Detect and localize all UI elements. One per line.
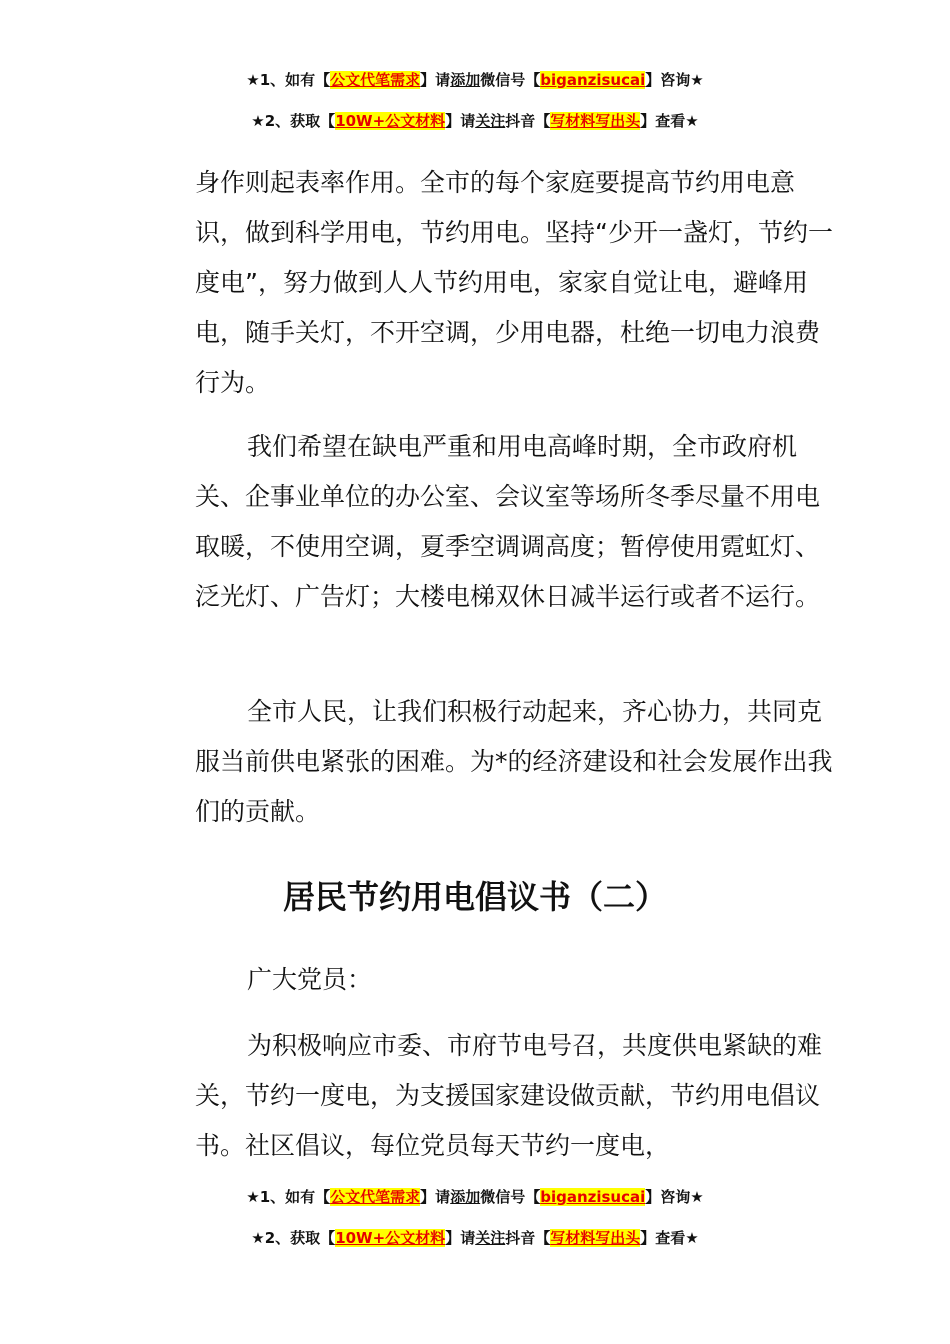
banner-text: ★1、如有【 bbox=[246, 1188, 331, 1206]
banner-highlight: 公文代笔需求 bbox=[330, 71, 421, 89]
bottom-banner-line-1 bbox=[0, 1187, 950, 1207]
banner-text: 】请 bbox=[420, 71, 451, 89]
banner-text: 微信号【 bbox=[480, 71, 541, 89]
banner-highlight: 10W+公文材料 bbox=[335, 1229, 446, 1247]
banner-text: 】查看★ bbox=[640, 1229, 699, 1247]
paragraph-4: 为积极响应市委、市府节电号召，共度供电紧缺的难关，节约一度电，为支援国家建设做贡献，节约用电倡议书。社区倡议，每位党员每天节约一度电， bbox=[195, 1031, 823, 1160]
salutation: 广大党员： bbox=[247, 965, 373, 994]
banner-text: 】咨询★ bbox=[645, 71, 704, 89]
banner-text: 】请 bbox=[445, 112, 476, 130]
banner-text: 】请 bbox=[445, 1229, 476, 1247]
banner-highlight: biganzisucai bbox=[540, 71, 646, 89]
banner-underlined: 添加 bbox=[450, 1188, 481, 1206]
banner-text: ★1、如有【 bbox=[246, 71, 331, 89]
banner-text: 微信号【 bbox=[480, 1188, 541, 1206]
banner-underlined: 关注 bbox=[475, 112, 506, 130]
banner-text: 】咨询★ bbox=[645, 1188, 704, 1206]
top-banner-line-2 bbox=[0, 111, 950, 131]
bottom-banner-line-2 bbox=[0, 1228, 950, 1248]
paragraph-1: 身作则起表率作用。全市的每个家庭要提高节约用电意识，做到科学用电，节约用电。坚持“少开一盏灯，节约一度电”，努力做到人人节约用电，家家自觉让电，避峰用电，随手关灯，不开空调，少用电器，杜绝一切电力浪费行为。 bbox=[195, 168, 833, 397]
banner-underlined: 关注 bbox=[475, 1229, 506, 1247]
banner-text: ★2、获取【 bbox=[251, 112, 336, 130]
top-banner-line-1 bbox=[0, 70, 950, 90]
banner-highlight: 公文代笔需求 bbox=[330, 1188, 421, 1206]
section-heading: 居民节约用电倡议书（二） bbox=[282, 878, 667, 916]
banner-highlight: 10W+公文材料 bbox=[335, 112, 446, 130]
banner-highlight: biganzisucai bbox=[540, 1188, 646, 1206]
banner-highlight: 写材料写出头 bbox=[550, 112, 641, 130]
paragraph-2: 我们希望在缺电严重和用电高峰时期，全市政府机关、企事业单位的办公室、会议室等场所冬季尽量不用电取暖，不使用空调，夏季空调调高度；暂停使用霓虹灯、泛光灯、广告灯；大楼电梯双休日减半运行或者不运行。 bbox=[195, 432, 821, 611]
banner-text: 抖音【 bbox=[505, 1229, 551, 1247]
banner-text: 】请 bbox=[420, 1188, 451, 1206]
banner-text: 】查看★ bbox=[640, 112, 699, 130]
banner-text: ★2、获取【 bbox=[251, 1229, 336, 1247]
banner-underlined: 添加 bbox=[450, 71, 481, 89]
banner-text: 抖音【 bbox=[505, 112, 551, 130]
banner-highlight: 写材料写出头 bbox=[550, 1229, 641, 1247]
paragraph-3: 全市人民，让我们积极行动起来，齐心协力，共同克服当前供电紧张的困难。为*的经济建设和社会发展作出我们的贡献。 bbox=[195, 697, 833, 826]
